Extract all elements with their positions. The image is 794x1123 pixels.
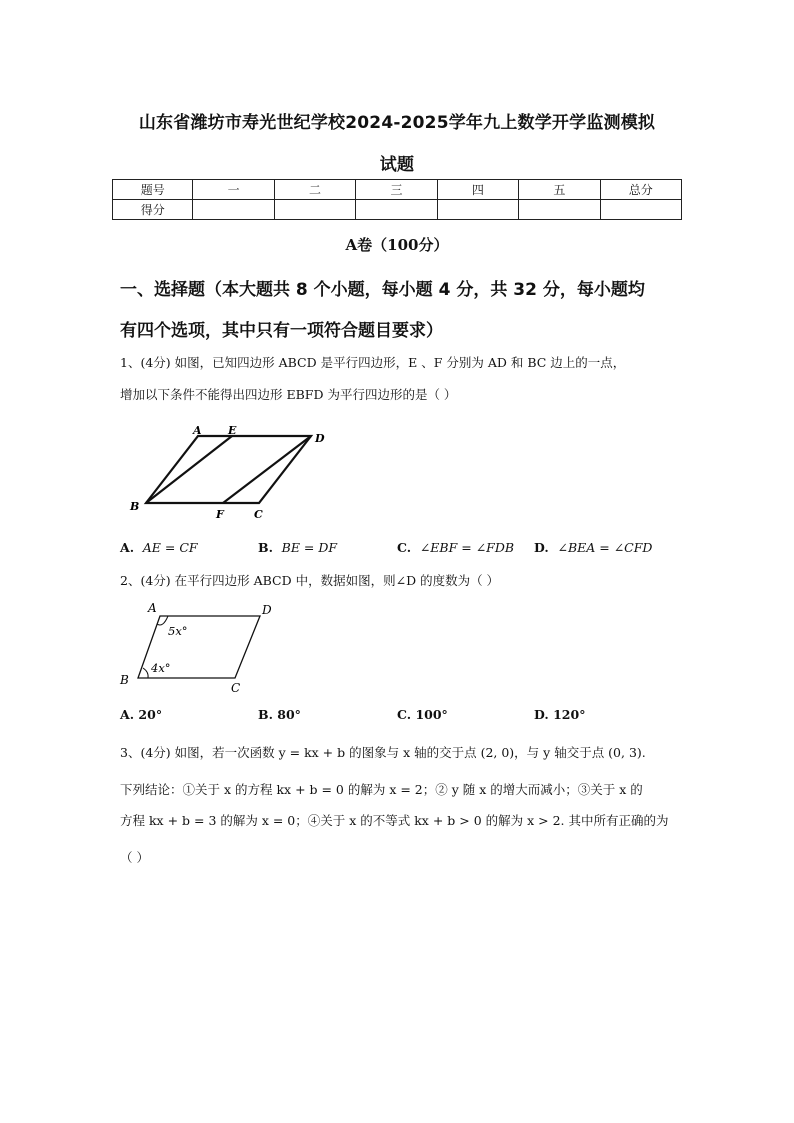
q2-option-a: A. 20° bbox=[120, 707, 163, 722]
q2-option-d: D. 120° bbox=[534, 707, 586, 722]
score-table bbox=[112, 179, 682, 220]
parallelogram-abcd bbox=[146, 436, 311, 503]
label-d: D bbox=[315, 432, 325, 445]
section-heading-continued: 有四个选项，其中只有一项符合题目要求） bbox=[120, 321, 443, 341]
q1-option-d: D. ∠BEA = ∠CFD bbox=[534, 540, 653, 555]
q1-option-a: A. AE = CF bbox=[120, 540, 198, 555]
q1-option-c-text: ∠EBF = ∠FDB bbox=[419, 540, 515, 555]
score-cell: 总分 bbox=[600, 180, 681, 200]
question-3-line-2: 下列结论：①关于 x 的方程 kx + b = 0 的解为 x = 2；② y 随 x 的增大而减小；③关于 x 的 bbox=[120, 782, 643, 797]
question-2-line-1: 2、(4分) 在平行四边形 ABCD 中，数据如图，则∠D 的度数为（ ） bbox=[120, 573, 500, 588]
score-cell: 二 bbox=[274, 180, 355, 200]
question-3-line-1: 3、(4分) 如图，若一次函数 y = kx + b 的图象与 x 轴的交于点 (2, 0)，与 y 轴交于点 (0, 3). bbox=[120, 745, 646, 760]
q2-option-d-text: 120° bbox=[553, 707, 586, 722]
label-c: C bbox=[254, 508, 263, 521]
label-b: B bbox=[120, 673, 129, 687]
q1-option-b: B. BE = DF bbox=[258, 540, 338, 555]
score-cell: 五 bbox=[519, 180, 600, 200]
score-table-score-row bbox=[113, 200, 682, 220]
angle-b-label: 4x° bbox=[151, 661, 171, 675]
question-3-line-3: 方程 kx + b = 3 的解为 x = 0；④关于 x 的不等式 kx + b > 0 的解为 x > 2. 其中所有正确的为 bbox=[120, 813, 669, 828]
label-a: A bbox=[193, 424, 202, 437]
angle-b-arc bbox=[143, 668, 148, 678]
q1-option-b-text: BE = DF bbox=[281, 540, 338, 555]
q2-option-c: C. 100° bbox=[397, 707, 448, 722]
question-3-line-4: （ ） bbox=[120, 850, 149, 865]
document-title: 山东省潍坊市寿光世纪学校2024-2025学年九上数学开学监测模拟 bbox=[138, 113, 656, 133]
label-f: F bbox=[216, 508, 224, 521]
score-input-cell bbox=[600, 200, 681, 220]
score-table-header-row bbox=[113, 180, 682, 200]
score-input-cell bbox=[193, 200, 274, 220]
score-cell: 四 bbox=[437, 180, 518, 200]
score-cell: 题号 bbox=[113, 180, 193, 200]
label-a: A bbox=[148, 601, 157, 615]
question-1-line-1: 1、(4分) 如图，已知四边形 ABCD 是平行四边形，E 、F 分别为 AD 和 BC 边上的一点， bbox=[120, 355, 626, 370]
question-1-figure bbox=[120, 418, 340, 523]
score-input-cell bbox=[274, 200, 355, 220]
score-cell: 一 bbox=[193, 180, 274, 200]
volume-heading: A卷（100分） bbox=[345, 236, 449, 254]
q2-option-b-text: 80° bbox=[277, 707, 301, 722]
score-cell: 三 bbox=[356, 180, 437, 200]
score-input-cell bbox=[519, 200, 600, 220]
label-d: D bbox=[262, 603, 272, 617]
q2-option-a-text: 20° bbox=[138, 707, 163, 722]
q1-option-c: C. ∠EBF = ∠FDB bbox=[397, 540, 515, 555]
question-1-line-2: 增加以下条件不能得出四边形 EBFD 为平行四边形的是（ ） bbox=[120, 387, 457, 402]
question-2-figure bbox=[116, 598, 276, 698]
score-input-cell bbox=[437, 200, 518, 220]
label-b: B bbox=[130, 500, 140, 513]
label-e: E bbox=[228, 424, 237, 437]
score-input-cell bbox=[356, 200, 437, 220]
angle-a-label: 5x° bbox=[168, 624, 188, 638]
score-cell: 得分 bbox=[113, 200, 193, 220]
q2-option-c-text: 100° bbox=[415, 707, 448, 722]
label-c: C bbox=[231, 681, 241, 695]
document-title-continued: 试题 bbox=[379, 155, 415, 175]
q1-option-a-text: AE = CF bbox=[142, 540, 198, 555]
section-heading: 一、选择题（本大题共 8 个小题，每小题 4 分，共 32 分，每小题均 bbox=[120, 280, 645, 300]
q1-option-d-text: ∠BEA = ∠CFD bbox=[557, 540, 653, 555]
q2-option-b: B. 80° bbox=[258, 707, 301, 722]
